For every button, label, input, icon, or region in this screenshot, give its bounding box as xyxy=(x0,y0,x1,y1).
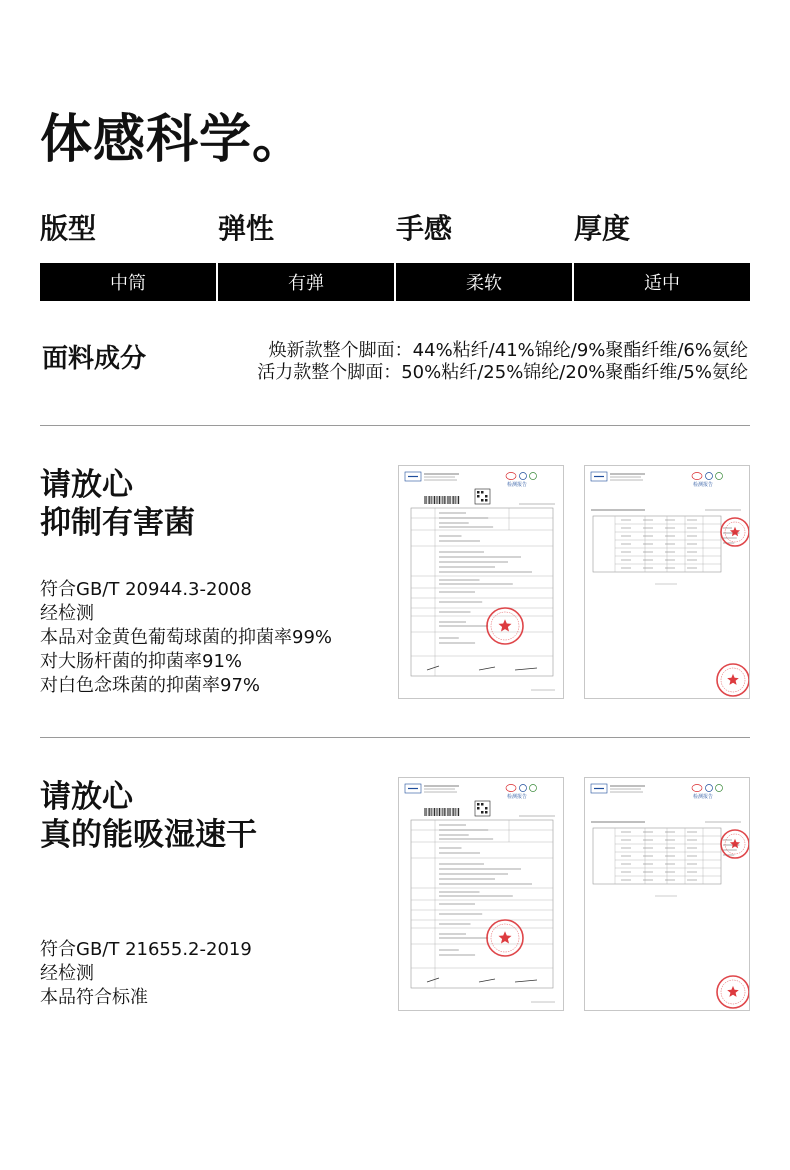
test-report-document-icon xyxy=(585,778,749,1010)
attribute-label-elasticity: 弹性 xyxy=(218,212,275,245)
antibacterial-title-line-1: 请放心 xyxy=(40,467,133,503)
fabric-composition-title: 面料成分 xyxy=(42,344,147,374)
attribute-label-hand-feel: 手感 xyxy=(396,212,453,245)
test-report-image xyxy=(398,777,564,1011)
result-line-e-coli: 对大肠杆菌的抑菌率91% xyxy=(40,651,243,672)
antibacterial-description xyxy=(40,578,332,698)
fabric-line-active: 活力款整个脚面：50%粘纤/25%锦纶/20%聚酯纤维/5%氨纶 xyxy=(257,362,748,383)
moisture-wicking-title-line-1: 请放心 xyxy=(40,779,133,815)
test-report-document-icon xyxy=(585,466,749,698)
test-report-document-icon xyxy=(399,778,563,1010)
divider xyxy=(40,425,750,426)
test-report-title: 检测报告 xyxy=(506,482,528,488)
moisture-wicking-description xyxy=(40,938,252,1010)
test-report-image xyxy=(584,465,750,699)
result-line: 本品符合标准 xyxy=(40,987,148,1008)
moisture-wicking-title xyxy=(40,778,257,854)
antibacterial-title xyxy=(40,466,195,542)
attribute-value-hand-feel: 柔软 xyxy=(396,263,572,301)
attribute-value-elasticity: 有弹 xyxy=(218,263,394,301)
standard-line: 符合GB/T 21655.2-2019 xyxy=(40,939,252,960)
tested-line: 经检测 xyxy=(40,603,94,624)
divider xyxy=(40,737,750,738)
result-line-staphylococcus: 本品对金黄色葡萄球菌的抑菌率99% xyxy=(40,627,333,648)
attribute-value-fit: 中筒 xyxy=(40,263,216,301)
test-report-title: 检测报告 xyxy=(692,482,714,488)
result-line-candida: 对白色念珠菌的抑菌率97% xyxy=(40,675,261,696)
moisture-wicking-title-line-2: 真的能吸湿速干 xyxy=(40,817,257,853)
attribute-value-thickness: 适中 xyxy=(574,263,750,301)
attribute-value-bar xyxy=(40,263,750,301)
standard-line: 符合GB/T 20944.3-2008 xyxy=(40,579,252,600)
tested-line: 经检测 xyxy=(40,963,94,984)
test-report-title: 检测报告 xyxy=(692,794,714,800)
attribute-label-thickness: 厚度 xyxy=(574,212,631,245)
test-report-title: 检测报告 xyxy=(506,794,528,800)
test-report-image xyxy=(398,465,564,699)
fabric-line-renewed: 焕新款整个脚面：44%粘纤/41%锦纶/9%聚酯纤维/6%氨纶 xyxy=(268,340,748,361)
page-title: 体感科学。 xyxy=(40,110,306,170)
test-report-image xyxy=(584,777,750,1011)
fabric-composition-lines xyxy=(257,340,748,384)
attribute-label-fit: 版型 xyxy=(40,212,97,245)
antibacterial-title-line-2: 抑制有害菌 xyxy=(40,505,195,541)
test-report-document-icon xyxy=(399,466,563,698)
